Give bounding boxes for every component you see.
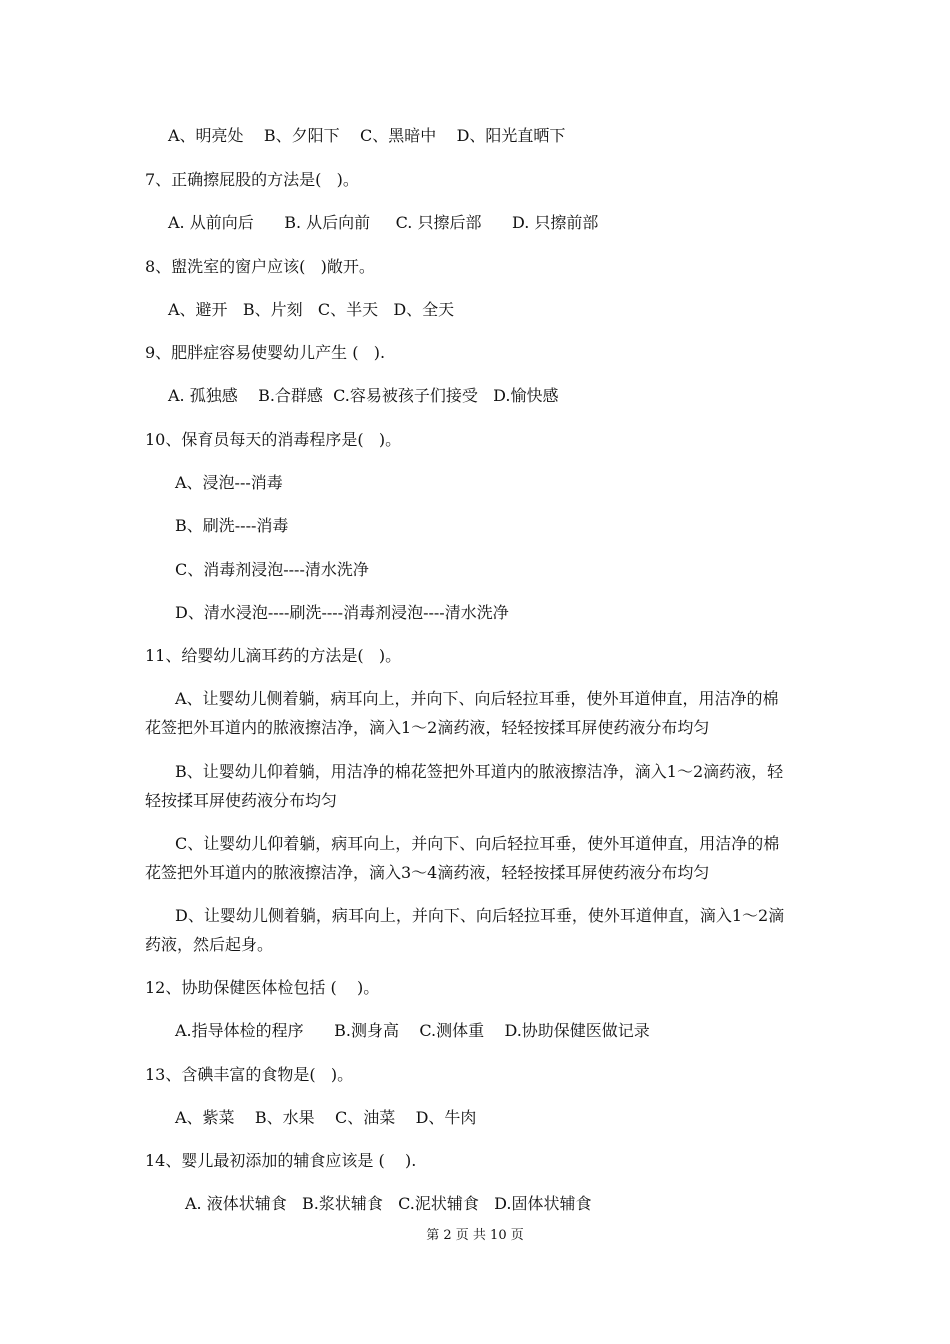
q14-options: A. 液体状辅食 B.浆状辅食 C.泥状辅食 D.固体状辅食: [185, 1194, 592, 1213]
question-10: 10、保育员每天的消毒程序是( )。: [145, 430, 402, 449]
question-9: 9、肥胖症容易使婴幼儿产生 ( ).: [145, 343, 386, 362]
q7-options: A. 从前向后 B. 从后向前 C. 只擦后部 D. 只擦前部: [168, 213, 599, 232]
q11-option-b-line2: 轻按揉耳屏使药液分布均匀: [145, 791, 338, 810]
q10-option-a: A、浸泡---消毒: [175, 473, 283, 492]
question-11: 11、给婴幼儿滴耳药的方法是( )。: [145, 646, 402, 665]
q11-option-c-line1: C、让婴幼儿仰着躺，病耳向上，并向下、向后轻拉耳垂，使外耳道伸直，用洁净的棉: [175, 834, 780, 853]
page-footer: 第 2 页 共 10 页: [426, 1228, 524, 1243]
question-14: 14、婴儿最初添加的辅食应该是 ( ).: [145, 1151, 417, 1170]
question-13: 13、含碘丰富的食物是( )。: [145, 1065, 354, 1084]
q10-option-d: D、清水浸泡----刷洗----消毒剂浸泡----清水洗净: [175, 603, 509, 622]
question-8: 8、盥洗室的窗户应该( )敞开。: [145, 257, 375, 276]
q11-option-d-line1: D、让婴幼儿侧着躺，病耳向上，并向下、向后轻拉耳垂，使外耳道伸直，滴入1～2滴: [175, 906, 785, 925]
question-7: 7、正确擦屁股的方法是( )。: [145, 170, 359, 189]
q11-option-a-line1: A、让婴幼儿侧着躺，病耳向上，并向下、向后轻拉耳垂，使外耳道伸直，用洁净的棉: [175, 689, 779, 708]
q11-option-c-line2: 花签把外耳道内的脓液擦洁净，滴入3～4滴药液，轻轻按揉耳屏使药液分布均匀: [145, 863, 710, 882]
q11-option-b-line1: B、让婴幼儿仰着躺，用洁净的棉花签把外耳道内的脓液擦洁净，滴入1～2滴药液，轻: [175, 762, 784, 781]
q13-options: A、紫菜 B、水果 C、油菜 D、牛肉: [175, 1108, 477, 1127]
q8-options: A、避开 B、片刻 C、半天 D、全天: [168, 300, 455, 319]
q10-option-b: B、刷洗----消毒: [175, 516, 289, 535]
q11-option-a-line2: 花签把外耳道内的脓液擦洁净，滴入1～2滴药液，轻轻按揉耳屏使药液分布均匀: [145, 718, 710, 737]
q10-option-c: C、消毒剂浸泡----清水洗净: [175, 560, 369, 579]
q6-options: A、明亮处 B、夕阳下 C、黑暗中 D、阳光直晒下: [168, 126, 566, 145]
question-12: 12、协助保健医体检包括 ( )。: [145, 978, 380, 997]
q9-options: A. 孤独感 B.合群感 C.容易被孩子们接受 D.愉快感: [168, 386, 559, 405]
q11-option-d-line2: 药液，然后起身。: [145, 935, 274, 954]
q12-options: A.指导体检的程序 B.测身高 C.测体重 D.协助保健医做记录: [175, 1021, 650, 1040]
